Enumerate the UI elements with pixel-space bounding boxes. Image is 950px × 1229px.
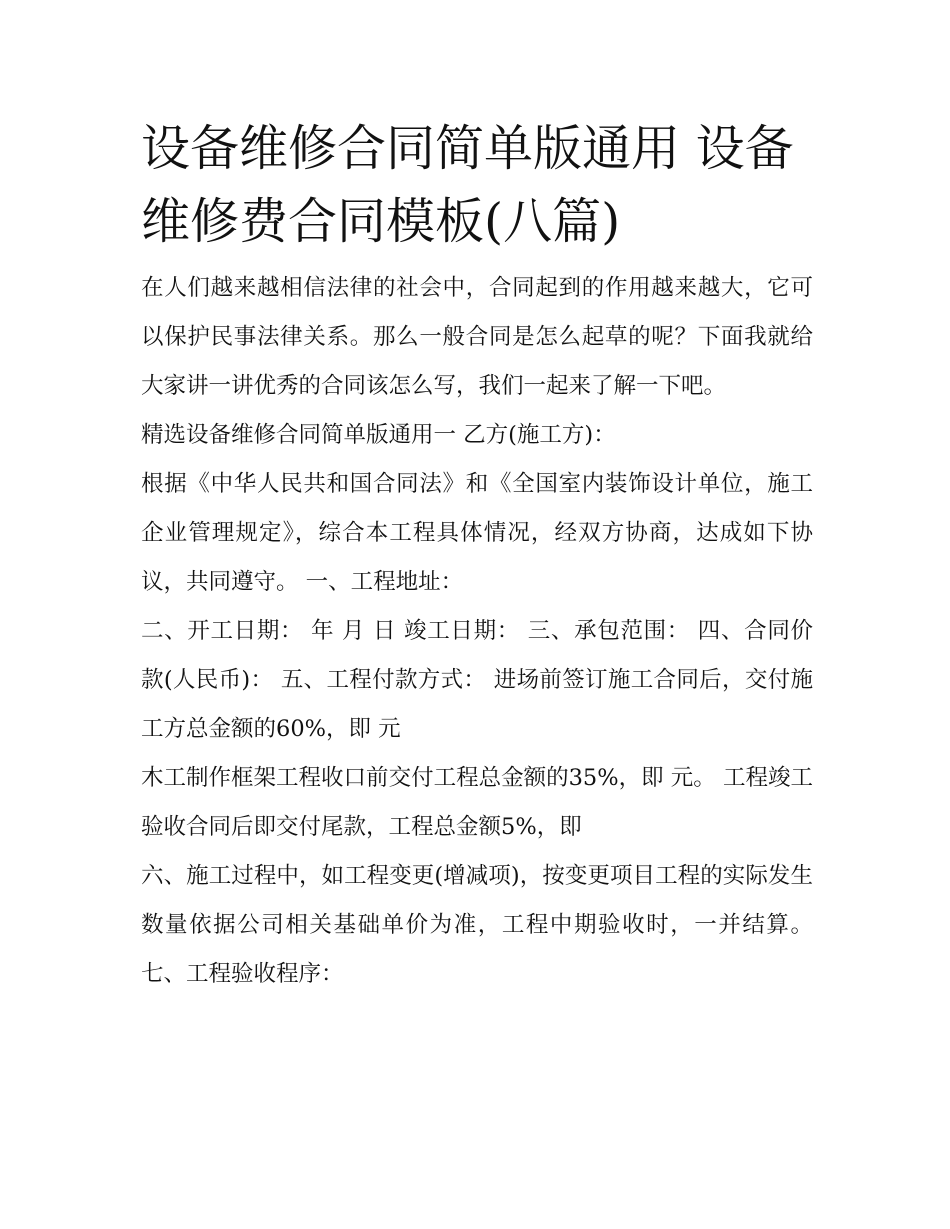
paragraph-basis: 根据《中华人民共和国合同法》和《全国室内装饰设计单位，施工企业管理规定》，综合本工程具体情况，经双方协商，达成如下协议，共同遵守。 一、工程地址： — [141, 471, 813, 595]
document-page — [141, 112, 813, 999]
paragraph-payment: 木工制作框架工程收口前交付工程总金额的35%，即 元。 工程竣工验收合同后即交付尾款，工程总金额5%，即 — [141, 765, 813, 840]
paragraph-intro: 在人们越来越相信法律的社会中，合同起到的作用越来越大，它可以保护民事法律关系。那么一般合同是怎么起草的呢？下面我就给大家讲一讲优秀的合同该怎么写，我们一起来了解一下吧。 — [141, 275, 813, 399]
paragraph-changes: 六、施工过程中，如工程变更(增减项)，按变更项目工程的实际发生数量依据公司相关基础单价为准，工程中期验收时，一并结算。 七、工程验收程序： — [141, 863, 813, 987]
paragraph-section-heading: 精选设备维修合同简单版通用一 乙方(施工方)： — [141, 422, 616, 448]
document-title: 设备维修合同简单版通用 设备维修费合同模板(八篇) — [141, 120, 794, 250]
paragraph-terms: 二、开工日期： 年 月 日 竣工日期： 三、承包范围： 四、合同价款(人民币)： 五、工程付款方式： 进场前签订施工合同后，交付施工方总金额的60%，即 元 — [141, 618, 813, 742]
